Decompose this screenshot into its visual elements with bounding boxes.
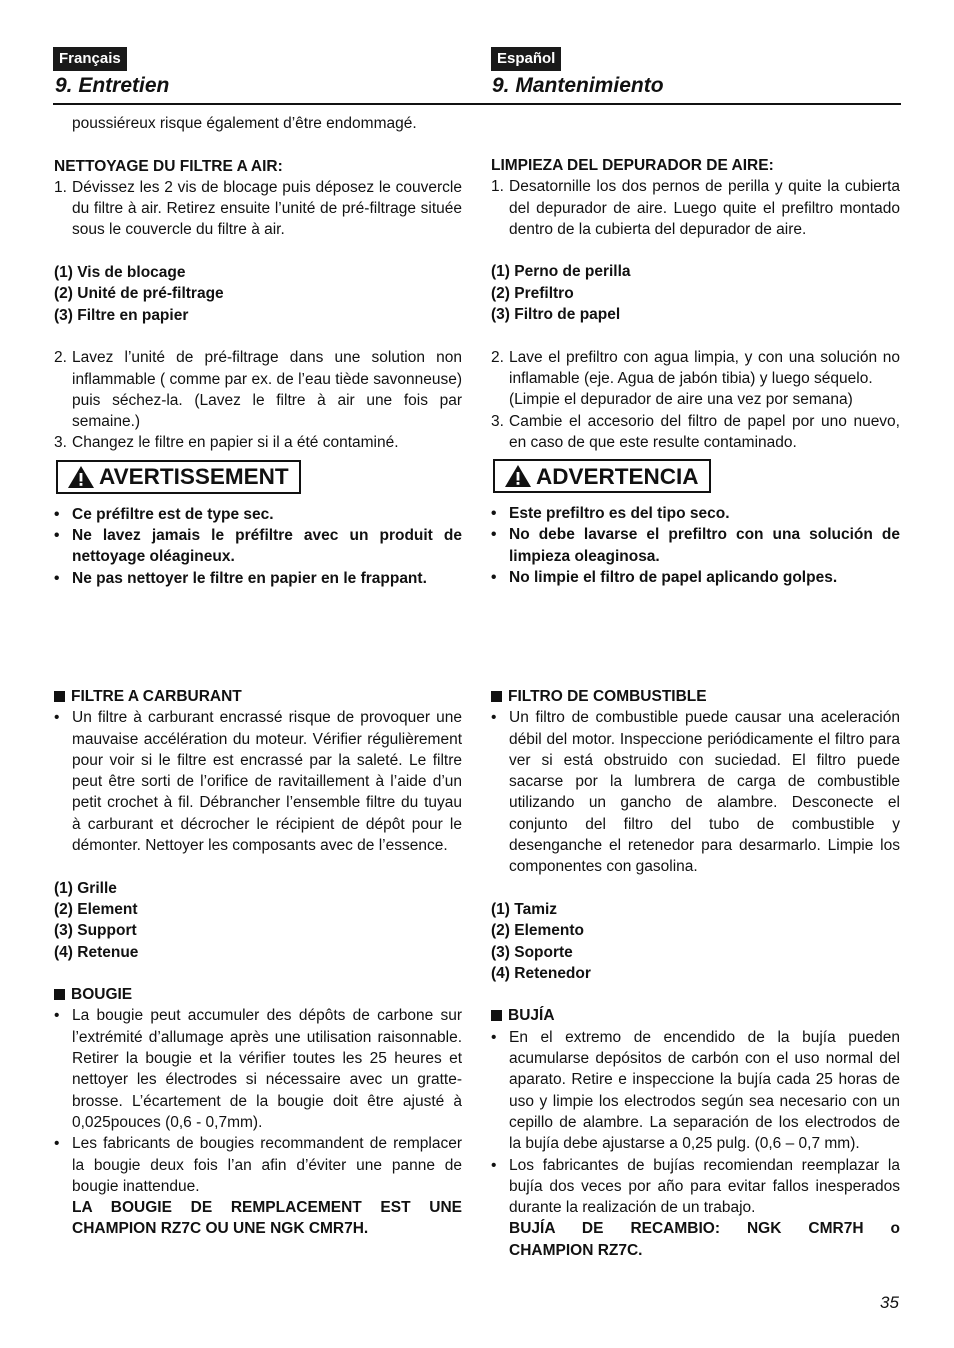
- page-number: 35: [880, 1293, 899, 1312]
- warning-item: • No limpie el filtro de papel aplicando golpes.: [491, 569, 838, 587]
- warning-box-spanish: ADVERTENCIA: [493, 459, 711, 493]
- step-2-note: (Limpie el depurador de aire una vez por semana): [509, 391, 853, 409]
- step-1: 1. Desatornille los dos pernos de perilla y quite la cubierta del depurador de aire. Luego quite el prefiltro montado dentro de la cubierta del depurador de aire.: [491, 178, 900, 238]
- replacement-plug-line: BUJÍA DE RECAMBIO: NGK CMR7H o: [509, 1220, 900, 1238]
- air-filter-heading: LIMPIEZA DEL DEPURADOR DE AIRE:: [491, 157, 774, 174]
- square-bullet-icon: [491, 1010, 502, 1021]
- french-column: [54, 113, 462, 589]
- fuel-filter-text: • Un filtro de combustible puede causar una aceleración débil del motor. Inspeccione periódicamente el filtro para ver si está obstruido con suciedad. El filtro puede sacarse por la lumbrera de carga de combustible utilizando un gancho de alambre. Desconecte el conjunto del filtro del tubo de combustible y desenganche el retenedor para desarmarlo. Limpie los componentes con gasolina.: [491, 709, 900, 876]
- part-label: (1) Perno de perilla: [491, 263, 631, 281]
- part-label: (1) Grille: [54, 879, 117, 897]
- warning-triangle-icon: [67, 465, 95, 489]
- french-column-lower: [54, 686, 462, 1240]
- language-tag-french: Français: [53, 47, 127, 71]
- step-3: 3. Cambie el accesorio del filtro de papel por uno nuevo, en caso de que este resulte contaminado.: [491, 412, 900, 451]
- part-label: (3) Filtro de papel: [491, 306, 621, 324]
- replacement-plug-line: LA BOUGIE DE REMPLACEMENT EST UNE: [72, 1199, 462, 1217]
- spanish-column-lower: [491, 686, 900, 1261]
- warning-item: • Ne pas nettoyer le filtre en papier en le frappant.: [54, 569, 427, 587]
- warning-box-french: AVERTISSEMENT: [56, 460, 301, 494]
- language-tag-spanish: Español: [491, 47, 561, 71]
- square-bullet-icon: [54, 989, 65, 1000]
- spark-plug-text: • Les fabricants de bougies recommandent de remplacer la bougie deux fois l’an afin d’éviter une panne de bougie inattendue.: [54, 1135, 462, 1195]
- part-label: (3) Soporte: [491, 943, 573, 961]
- warning-item: • Ne lavez jamais le préfiltre avec un produit de nettoyage oléagineux.: [54, 527, 462, 566]
- warning-item: • Este prefiltro es del tipo seco.: [491, 505, 730, 523]
- fuel-filter-heading: FILTRO DE COMBUSTIBLE: [491, 686, 900, 707]
- air-filter-heading: NETTOYAGE DU FILTRE A AIR:: [54, 157, 283, 175]
- part-label: (4) Retenue: [54, 943, 139, 961]
- part-label: (1) Vis de blocage: [54, 264, 186, 282]
- continued-text: poussiéreux risque également d’être endommagé.: [72, 115, 417, 132]
- step-1: 1. Dévissez les 2 vis de blocage puis déposez le couvercle du filtre à air. Retirez ensuite l’unité de pré-filtrage située sous le couvercle du filtre à air.: [54, 178, 462, 239]
- spark-plug-heading: BOUGIE: [54, 984, 462, 1005]
- spark-plug-text: • Los fabricantes de bujías recomiendan reemplazar la bujía dos veces por año para evitar fallos inesperados durante la realización de un trabajo.: [491, 1156, 900, 1217]
- square-bullet-icon: [54, 691, 65, 702]
- spark-plug-text: • En el extremo de encendido de la bujía pueden acumularse depósitos de carbón con el uso normal del aparato. Retire e inspeccione la bujía cada 25 horas de uso y limpie los electrodos según sea necesario con un cepillo de alambre. La separación de los electrodos de la bujía debe ajustarse a 0,25 pulg. (0,6 – 0,7 mm).: [491, 1028, 900, 1153]
- square-bullet-icon: [491, 691, 502, 702]
- part-label: (2) Unité de pré-filtrage: [54, 285, 224, 303]
- section-title-spanish: 9. Mantenimiento: [492, 74, 664, 97]
- replacement-plug-line: CHAMPION RZ7C.: [509, 1241, 643, 1259]
- warning-item: • Ce préfiltre est de type sec.: [54, 505, 274, 523]
- replacement-plug-line: CHAMPION RZ7C OU UNE NGK CMR7H.: [72, 1220, 369, 1238]
- step-2: 2. Lave el prefiltro con agua limpia, y con una solución no inflamable (eje. Agua de jabón tibia) y luego séquelo.: [491, 348, 900, 387]
- spark-plug-text: • La bougie peut accumuler des dépôts de carbone sur l’extrémité d’allumage après une utilisation raisonnable. Retirer la bougie et la vérifier toutes les 25 heures et nettoyer les électrodes si nécessaire avec un gratte-brosse. L’écartement de la bougie doit être ajusté à 0,025pouces (0,6 - 0,7mm).: [54, 1007, 462, 1131]
- fuel-filter-heading: FILTRE A CARBURANT: [54, 686, 462, 707]
- step-3: 3. Changez le filtre en papier si il a été contaminé.: [54, 434, 399, 452]
- warning-triangle-icon: [504, 464, 532, 488]
- part-label: (2) Prefiltro: [491, 284, 574, 302]
- step-2: 2. Lavez l’unité de pré-filtrage dans une solution non inflammable ( comme par ex. de l’eau tiède savonneuse) puis séchez-la. (Lavez le filtre à air une fois par semaine.): [54, 349, 462, 431]
- part-label: (3) Support: [54, 922, 137, 940]
- part-label: (1) Tamiz: [491, 900, 558, 918]
- spark-plug-heading: BUJÍA: [491, 1005, 900, 1026]
- part-label: (2) Element: [54, 900, 138, 918]
- spanish-column: [491, 155, 900, 588]
- section-title-french: 9. Entretien: [55, 74, 170, 97]
- part-label: (3) Filtre en papier: [54, 306, 189, 324]
- part-label: (4) Retenedor: [491, 964, 591, 982]
- warning-item: • No debe lavarse el prefiltro con una solución de limpieza oleaginosa.: [491, 526, 900, 565]
- header-rule: [53, 103, 901, 105]
- fuel-filter-text: • Un filtre à carburant encrassé risque de provoquer une mauvaise accélération du moteur. Vérifier régulièrement pour voir si le filtre est encrassé par la saleté. Le filtre peut être sorti de l’orifice de ravitaillement à l’aide d’un petit crochet à fil. Débrancher l’ensemble filtre du tuyau à carburant et décrocher le récipient de dépôt pour le démonter. Nettoyer les composants avec de l’essence.: [54, 709, 462, 855]
- part-label: (2) Elemento: [491, 922, 585, 940]
